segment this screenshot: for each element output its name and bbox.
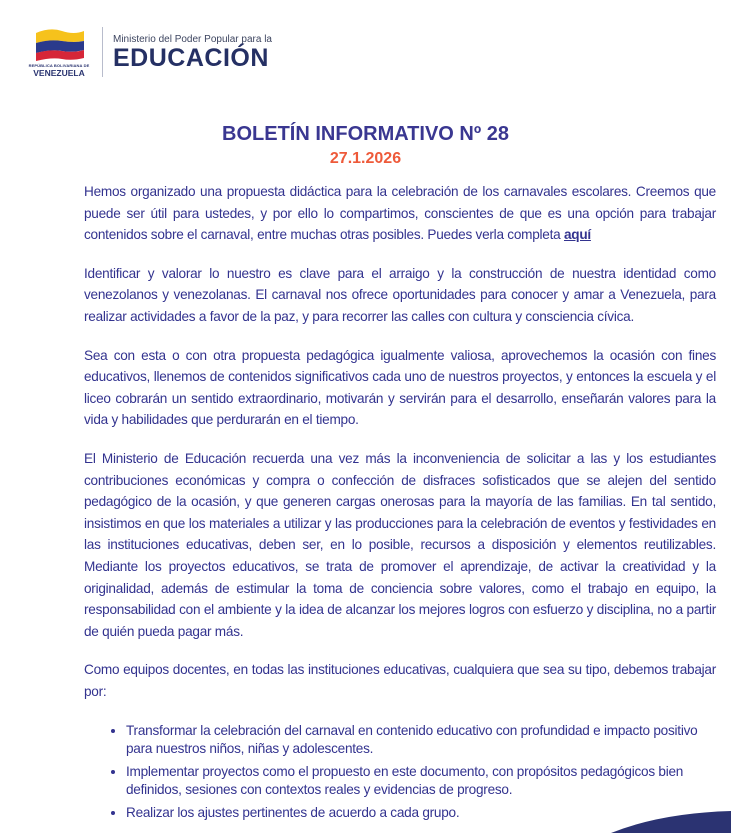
list-item: • Implementar proyectos como el propuesto en este documento, con propósitos pedagógicos bien definidos, sesiones con contextos reales y evidencias de progreso. xyxy=(126,763,716,799)
paragraph-3: Sea con esta o con otra propuesta pedagógica igualmente valiosa, aprovechemos la ocasión con fines educativos, llenemos de contenidos significativos cada uno de nuestros proyectos, y entonces la escuela y el liceo cobrarán un sentido extraordinario, motivarán y servirán para el desarrollo, enseñarán valores para la vida y habilidades que perdurarán en el tiempo. xyxy=(84,347,716,428)
ministry-line: Ministerio del Poder Popular para la xyxy=(113,33,272,45)
paragraph-2: Identificar y valorar lo nuestro es clave para el arraigo y la construcción de nuestra identidad como venezolanos y venezolanas. El carnaval nos ofrece oportunidades para conocer y amar a Venezuela, para realizar actividades a favor de la paz, y para recorrer las calles con cultura y consciencia cívica. xyxy=(84,265,716,324)
republic-label: REPÚBLICA BOLIVARIANA DE xyxy=(28,62,90,68)
bulletin-title: BOLETÍN INFORMATIVO Nº 28 xyxy=(222,123,509,145)
bulletin-date: 27.1.2026 xyxy=(329,150,402,167)
flag-icon xyxy=(32,27,86,61)
list-item: • Transformar la celebración del carnaval en contenido educativo con profundidad e impacto positivo para nuestros niños, niñas y adolescentes. xyxy=(126,722,716,758)
proposal-link[interactable]: aquí xyxy=(563,227,591,243)
country-label: VENEZUELA xyxy=(33,67,85,78)
paragraph-1 xyxy=(84,181,716,246)
ministry-logo xyxy=(28,24,272,80)
ministry-name: EDUCACIÓN xyxy=(113,43,269,72)
paragraph-5: Como equipos docentes, en todas las instituciones educativas, cualquiera que sea su tipo, debemos trabajar por: xyxy=(84,662,716,699)
logo-divider xyxy=(102,27,103,77)
venezuela-emblem xyxy=(28,27,90,78)
paragraph-1-text: Hemos organizado una propuesta didáctica para la celebración de los carnavales escolares. Creemos que puede ser útil para ustedes, y por ello lo compartimos, conscientes de que es una opción para trabajar contenidos sobre el carnaval, entre muchas otras posibles. Puedes verla completa xyxy=(84,184,716,243)
decorative-wave xyxy=(551,803,731,833)
list-item: • Realizar los ajustes pertinentes de acuerdo a cada grupo. xyxy=(126,804,716,822)
bulletin-body xyxy=(84,181,716,827)
paragraph-4: El Ministerio de Educación recuerda una vez más la inconveniencia de solicitar a las y los estudiantes contribuciones económicas y compra o confección de disfraces sofisticados que se alejen del sentido pedagógico de la ocasión, y que generen cargas onerosas para la mayoría de las familias. En tal sentido, insistimos en que los materiales a utilizar y las producciones para la celebración de eventos y festividades en las instituciones educativas, deben ser, en lo posible, recursos a disposición y elementos reutilizables. Mediante los proyectos educativos, se trata de promover el aprendizaje, de activar la creatividad y la originalidad, además de estimular la toma de conciencia sobre valores, como el trabajo en equipo, la responsabilidad con el ambiente y la idea de alcanzar los mejores logros con esfuerzo y disciplina, no a partir de quién pueda pagar más. xyxy=(84,450,716,639)
